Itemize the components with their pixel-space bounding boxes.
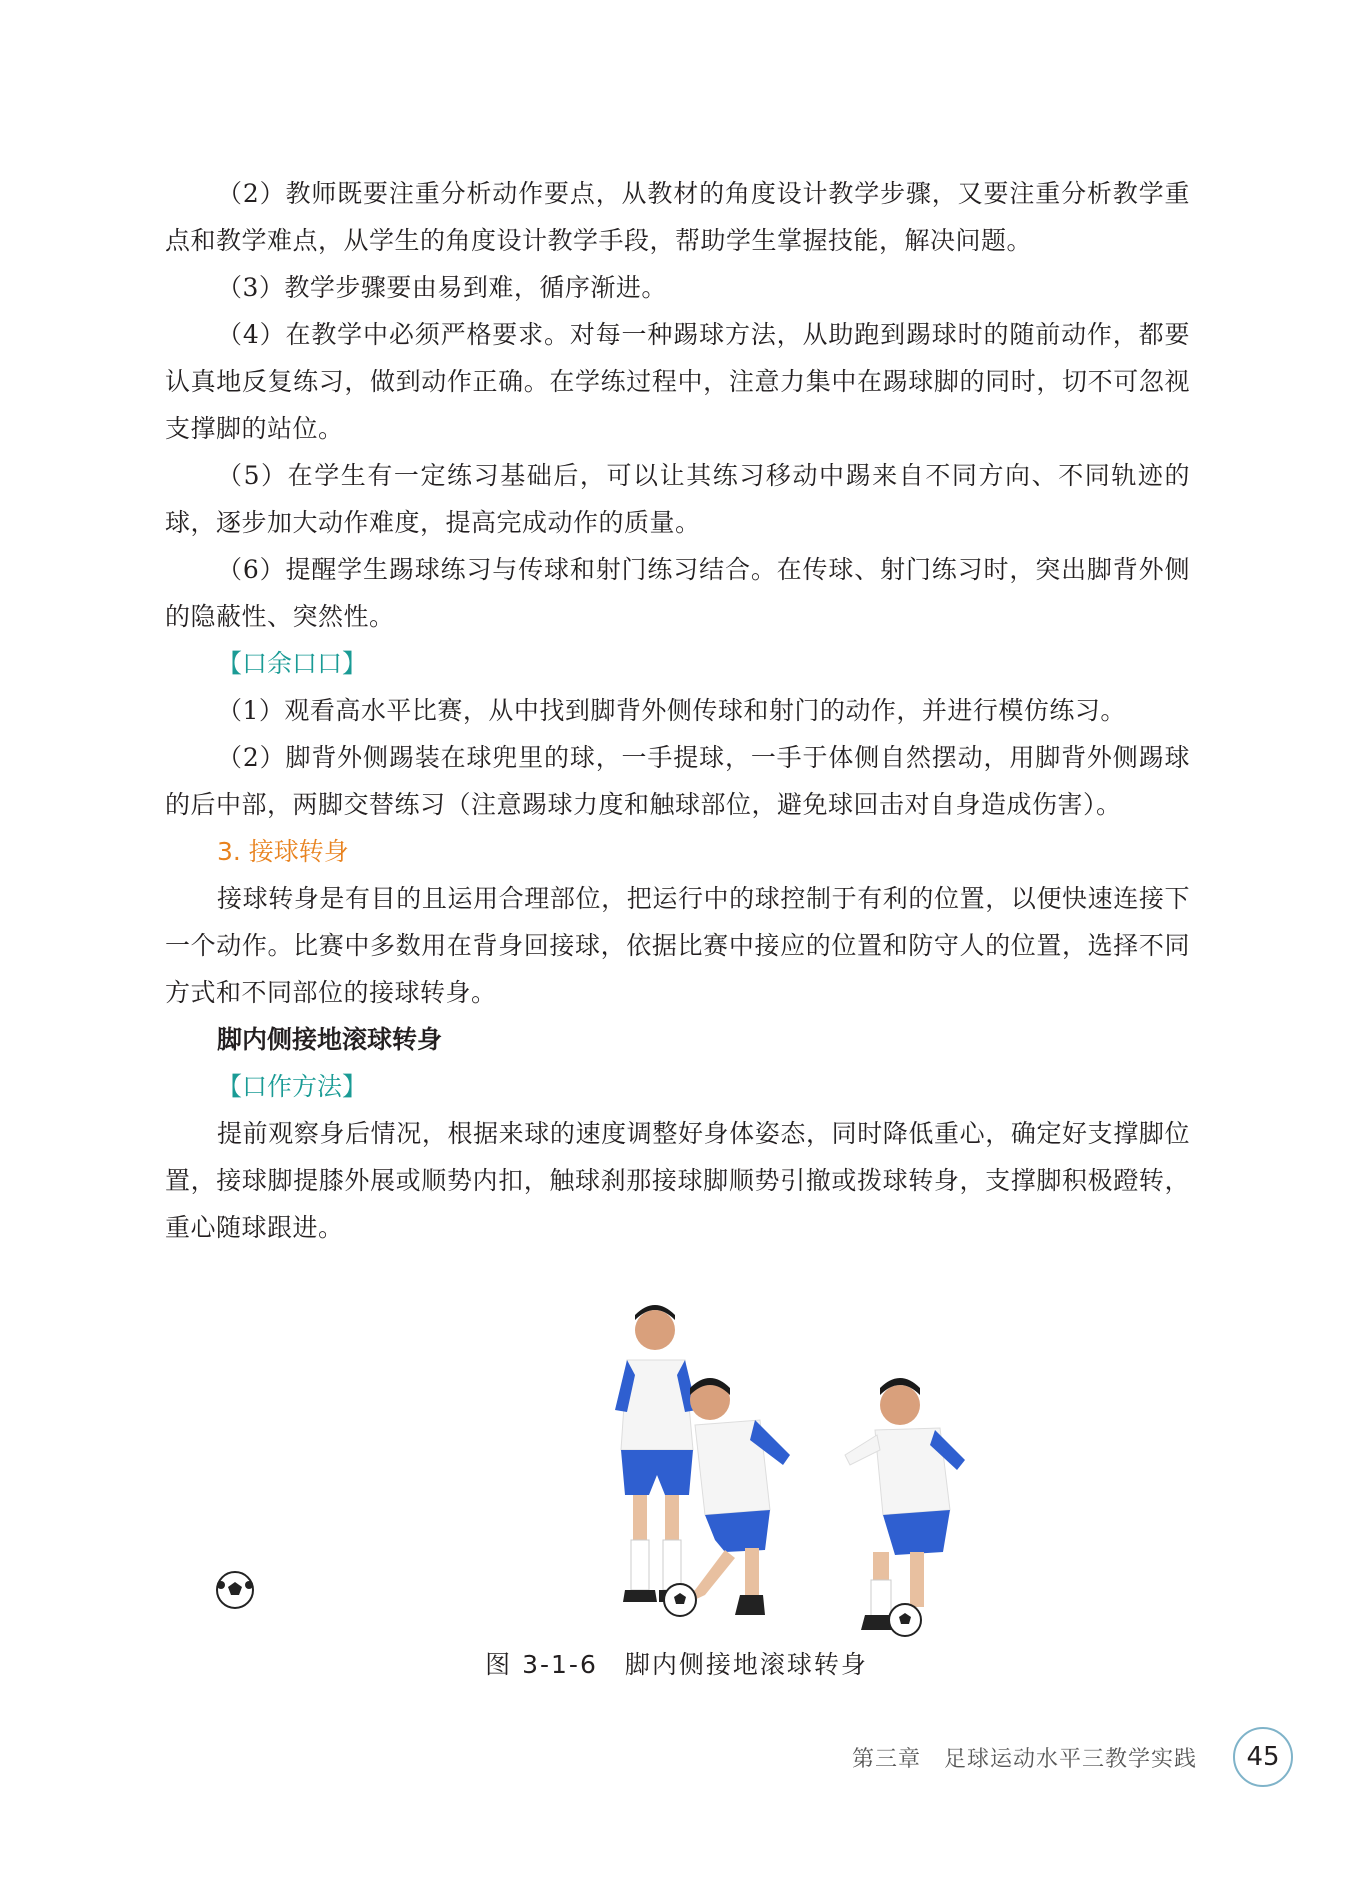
chapter-title: 第三章 足球运动水平三教学实践 — [851, 1746, 1197, 1772]
page-footer — [852, 1727, 1293, 1787]
figure-illustration — [165, 1290, 1190, 1650]
player-figure-1 — [615, 1305, 697, 1602]
method-tag: 【口作方法】 — [217, 1072, 368, 1101]
paragraph-3: （3）教学步骤要由易到难，循序渐进。 — [217, 273, 667, 302]
practice-tag: 【口余口口】 — [217, 649, 368, 678]
practice-item-1: （1）观看高水平比赛，从中找到脚背外侧传球和射门的动作，并进行模仿练习。 — [217, 696, 1126, 725]
page-number: 45 — [1233, 1727, 1293, 1787]
section-heading: 3. 接球转身 — [217, 837, 349, 866]
method-paragraph: 提前观察身后情况，根据来球的速度调整好身体姿态，同时降低重心，确定好支撑脚位置，接球脚提膝外展或顺势内扣，触球刹那接球脚顺势引撤或拨球转身，支撑脚积极蹬转，重心随球跟进。 — [165, 1119, 1190, 1242]
technique-subheading: 脚内侧接地滚球转身 — [217, 1025, 443, 1054]
paragraph-4: （4）在教学中必须严格要求。对每一种踢球方法，从助跑到踢球时的随前动作，都要认真地反复练习，做到动作正确。在学练过程中，注意力集中在踢球脚的同时，切不可忽视支撑脚的站位。 — [165, 320, 1190, 443]
figure-caption: 图 3-1-6 脚内侧接地滚球转身 — [485, 1650, 868, 1679]
section-intro: 接球转身是有目的且运用合理部位，把运行中的球控制于有利的位置，以便快速连接下一个动作。比赛中多数用在背身回接球，依据比赛中接应的位置和防守人的位置，选择不同方式和不同部位的接球转身。 — [165, 884, 1190, 1007]
soccer-ball-icon — [217, 1572, 253, 1608]
practice-item-2: （2）脚背外侧踢装在球兜里的球，一手提球，一手于体侧自然摆动，用脚背外侧踢球的后中部，两脚交替练习（注意踢球力度和触球部位，避免球回击对自身造成伤害）。 — [165, 743, 1190, 819]
paragraph-6: （6）提醒学生踢球练习与传球和射门练习结合。在传球、射门练习时，突出脚背外侧的隐蔽性、突然性。 — [165, 555, 1190, 631]
paragraph-2: （2）教师既要注重分析动作要点，从教材的角度设计教学步骤，又要注重分析教学重点和教学难点，从学生的角度设计教学手段，帮助学生掌握技能，解决问题。 — [165, 179, 1190, 255]
paragraph-5: （5）在学生有一定练习基础后，可以让其练习移动中踢来自不同方向、不同轨迹的球，逐步加大动作难度，提高完成动作的质量。 — [165, 461, 1190, 537]
body-text — [165, 170, 1190, 1251]
player-figure-3 — [845, 1378, 965, 1636]
